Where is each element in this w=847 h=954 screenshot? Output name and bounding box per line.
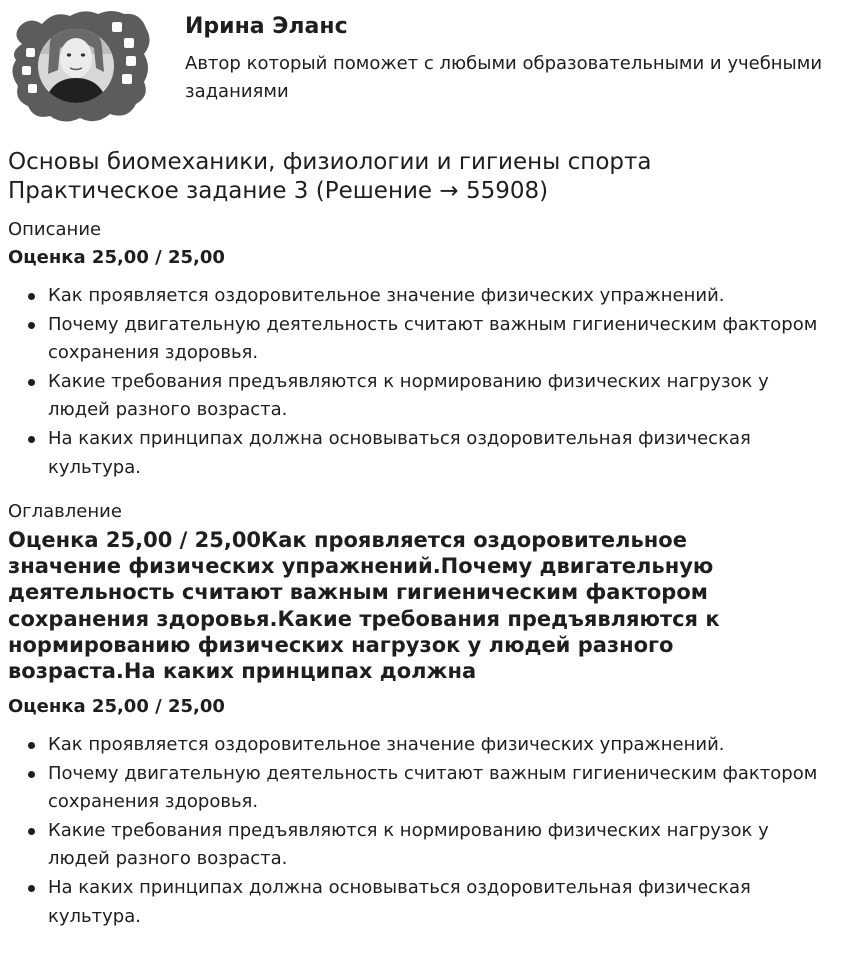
list-item: На каких принципах должна основываться оздоровительная физическая культура. xyxy=(26,874,826,931)
page-title-line-2: Практическое задание 3 (Решение → 55908) xyxy=(8,178,549,204)
author-avatar xyxy=(8,8,150,126)
list-item: Как проявляется оздоровительное значение физических упражнений. xyxy=(26,731,826,760)
list-item: Какие требования предъявляются к нормированию физических нагрузок у людей разного возраста. xyxy=(26,817,826,874)
description-grade: Оценка 25,00 / 25,00 xyxy=(8,247,225,268)
page-title-line-1: Основы биомеханики, физиологии и гигиены спорта xyxy=(8,149,652,175)
toc-label: Оглавление xyxy=(8,501,122,522)
author-name[interactable]: Ирина Эланс xyxy=(185,14,348,39)
toc-summary: Оценка 25,00 / 25,00Как проявляется оздоровительное значение физических упражнений.Почему двигательную деятельность считают важным гигиеническим фактором сохранения здоровья.Какие требования предъявляются к нормированию физических нагрузок у людей разного возраста.На каких принципах должна xyxy=(8,528,720,684)
description-label: Описание xyxy=(8,219,102,240)
author-card xyxy=(8,8,839,128)
author-description: Автор который поможет с любыми образовательными и учебными заданиями xyxy=(185,53,823,102)
list-item: Почему двигательную деятельность считают важным гигиеническим фактором сохранения здоровья. xyxy=(26,760,826,817)
description-list xyxy=(26,282,826,482)
page-title xyxy=(8,148,839,206)
toc-list xyxy=(26,731,826,931)
list-item: Как проявляется оздоровительное значение физических упражнений. xyxy=(26,282,826,311)
list-item: На каких принципах должна основываться оздоровительная физическая культура. xyxy=(26,425,826,482)
list-item: Почему двигательную деятельность считают важным гигиеническим фактором сохранения здоровья. xyxy=(26,311,826,368)
list-item: Какие требования предъявляются к нормированию физических нагрузок у людей разного возраста. xyxy=(26,368,826,425)
toc-grade: Оценка 25,00 / 25,00 xyxy=(8,696,225,717)
